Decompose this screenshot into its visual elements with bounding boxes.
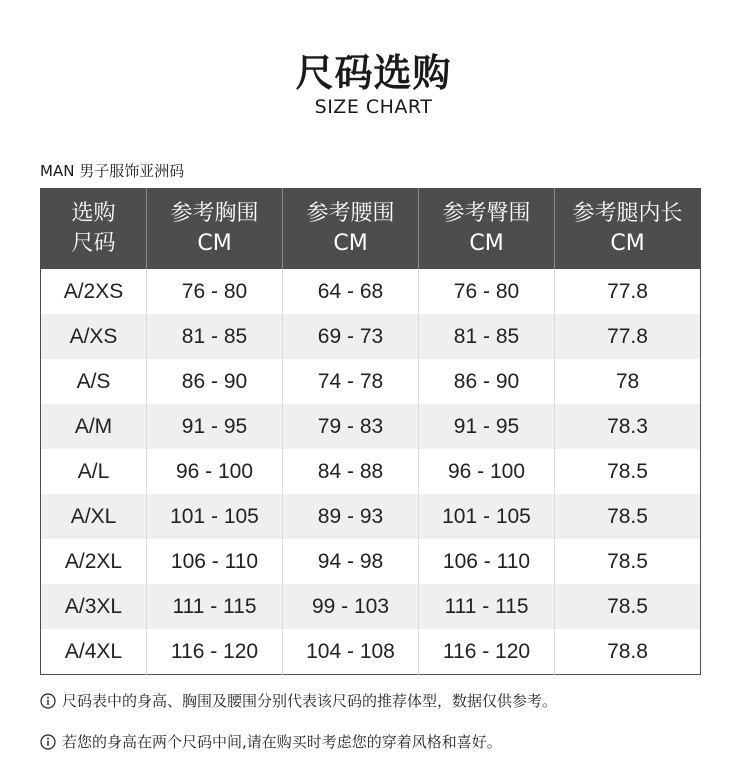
- column-header-label: 选购: [71, 201, 116, 226]
- table-cell-inseam: 78.5: [555, 494, 701, 539]
- table-cell-size: A/2XL: [64, 549, 123, 573]
- table-cell-inseam: 78: [555, 359, 701, 404]
- table-row: [41, 404, 701, 449]
- section-label: MAN 男子服饰亚洲码: [40, 162, 185, 180]
- table-cell-size: A/M: [41, 404, 147, 449]
- table-cell-hip: 96 - 100: [419, 449, 555, 494]
- column-header-unit: 尺码: [71, 231, 116, 256]
- table-header: [41, 189, 701, 270]
- table-cell-inseam: 78.5: [555, 449, 701, 494]
- table-row: [41, 314, 701, 359]
- table-row: [41, 359, 701, 404]
- table-cell-waist: 94 - 98: [283, 539, 419, 584]
- table-cell-waist: 89 - 93: [283, 494, 419, 539]
- table-cell-inseam: 77.8: [555, 314, 701, 359]
- table-cell-size: A/L: [77, 459, 110, 483]
- table-cell-chest: 106 - 110: [147, 539, 283, 584]
- table-cell-size: A/XL: [41, 494, 147, 539]
- info-icon: [40, 734, 56, 750]
- table-cell-waist: 84 - 88: [283, 449, 419, 494]
- table-cell-hip: 86 - 90: [419, 359, 555, 404]
- table-row: [41, 269, 701, 314]
- page-subtitle: SIZE CHART: [314, 96, 433, 118]
- table-cell-hip: 76 - 80: [419, 269, 555, 314]
- table-header-row: [41, 189, 701, 270]
- table-cell-waist: 104 - 108: [283, 629, 419, 675]
- table-cell-hip: 111 - 115: [419, 584, 555, 629]
- table-cell-chest: 116 - 120: [147, 629, 283, 675]
- table-cell-inseam: 77.8: [555, 269, 701, 314]
- column-header-inseam: [555, 189, 701, 270]
- table-cell-hip: 81 - 85: [419, 314, 555, 359]
- table-cell-chest: 101 - 105: [147, 494, 283, 539]
- table-cell-inseam: 78.5: [555, 539, 701, 584]
- table-body: [41, 269, 701, 675]
- table-cell-chest: 86 - 90: [147, 359, 283, 404]
- table-row: [41, 449, 701, 494]
- table-cell-chest: 91 - 95: [147, 404, 283, 449]
- table-cell-size: A/S: [76, 369, 111, 393]
- table-row: [41, 629, 701, 675]
- table-row: [41, 539, 701, 584]
- table-cell-waist: 64 - 68: [283, 269, 419, 314]
- column-header-label: 参考腰围: [306, 201, 395, 226]
- table-cell-waist: 69 - 73: [283, 314, 419, 359]
- column-header-waist: [283, 189, 419, 270]
- column-header-unit: CM: [469, 231, 504, 256]
- column-header-hip: [419, 189, 555, 270]
- table-cell-chest: 111 - 115: [147, 584, 283, 629]
- table-cell-inseam: 78.3: [555, 404, 701, 449]
- info-icon: [40, 693, 56, 709]
- table-row: [41, 584, 701, 629]
- column-header-chest: [147, 189, 283, 270]
- table-cell-chest: 81 - 85: [147, 314, 283, 359]
- note-body-type: [40, 690, 557, 711]
- table-cell-waist: 79 - 83: [283, 404, 419, 449]
- table-cell-chest: 96 - 100: [147, 449, 283, 494]
- table-cell-hip: 91 - 95: [419, 404, 555, 449]
- note-between-sizes: [40, 731, 502, 752]
- table-cell-size: A/XS: [41, 314, 147, 359]
- table-cell-chest: 76 - 80: [147, 269, 283, 314]
- column-header-label: 参考胸围: [170, 201, 259, 226]
- table-cell-size: A/3XL: [41, 584, 147, 629]
- column-header-unit: CM: [333, 231, 368, 256]
- note-text: 尺码表中的身高、胸围及腰围分别代表该尺码的推荐体型，数据仅供参考。: [62, 692, 558, 710]
- column-header-unit: CM: [197, 231, 232, 256]
- table-row: [41, 494, 701, 539]
- table-cell-hip: 101 - 105: [419, 494, 555, 539]
- table-cell-waist: 99 - 103: [283, 584, 419, 629]
- table-cell-hip: 116 - 120: [419, 629, 555, 675]
- size-chart-table: [40, 188, 701, 675]
- page-title: 尺码选购: [295, 51, 452, 95]
- column-header-size: [41, 189, 147, 270]
- table-cell-inseam: 78.8: [555, 629, 701, 675]
- note-text: 若您的身高在两个尺码中间,请在购买时考虑您的穿着风格和喜好。: [62, 733, 502, 751]
- table-cell-waist: 74 - 78: [283, 359, 419, 404]
- column-header-label: 参考腿内长: [572, 201, 683, 226]
- table-cell-size: A/4XL: [64, 639, 123, 663]
- table-cell-hip: 106 - 110: [419, 539, 555, 584]
- table-cell-size: A/2XS: [63, 279, 124, 303]
- column-header-label: 参考臀围: [442, 201, 531, 226]
- column-header-unit: CM: [610, 231, 645, 256]
- table-cell-inseam: 78.5: [555, 584, 701, 629]
